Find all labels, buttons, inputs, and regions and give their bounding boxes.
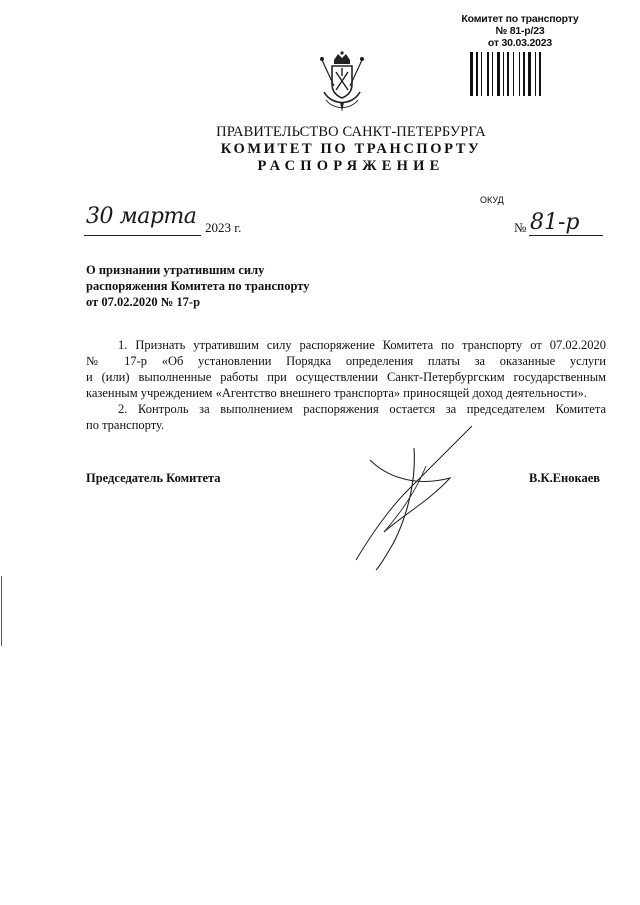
coat-of-arms-emblem bbox=[312, 50, 372, 116]
barcode-bar bbox=[470, 52, 473, 96]
barcode-bar bbox=[487, 52, 489, 96]
handwritten-date: 30 марта bbox=[86, 204, 197, 229]
subject-line: распоряжения Комитета по транспорту bbox=[86, 279, 310, 293]
barcode-bar bbox=[535, 52, 536, 96]
scan-edge-mark bbox=[1, 576, 2, 646]
paragraph-line: № 17-р «Об установлении Порядка определения платы за оказанные услуги bbox=[86, 354, 606, 368]
barcode-bar bbox=[507, 52, 509, 96]
stamp-reg-date: от 30.03.2023 bbox=[487, 37, 553, 49]
number-underline bbox=[529, 235, 603, 236]
paragraph-line: 2. Контроль за выполнением распоряжения остается за председателем Комитета bbox=[118, 402, 606, 416]
subject-line: от 07.02.2020 № 17-р bbox=[86, 295, 201, 309]
paragraph-line: 1. Признать утратившим силу распоряжение Комитета по транспорту от 07.02.2020 bbox=[118, 338, 606, 352]
signatory-title: Председатель Комитета bbox=[86, 471, 221, 485]
paragraph-line: по транспорту. bbox=[86, 418, 165, 432]
handwritten-number: 81-р bbox=[530, 210, 580, 235]
paragraph-line: казенным учреждением «Агентство внешнего транспорта» приносящей доход деятельности». bbox=[86, 386, 587, 400]
date-underline bbox=[84, 235, 201, 236]
date-year: 2023 г. bbox=[205, 220, 242, 235]
subject-line: О признании утратившим силу bbox=[86, 263, 265, 277]
signatory-name: В.К.Енокаев bbox=[529, 471, 601, 485]
stamp-org: Комитет по транспорту bbox=[461, 13, 579, 25]
number-sign: № bbox=[514, 220, 527, 235]
barcode-bar bbox=[481, 52, 482, 96]
barcode-bar bbox=[492, 52, 493, 96]
paragraph-line: и (или) выполненные работы при осуществлении Санкт-Петербургским государственным bbox=[86, 370, 606, 384]
barcode-bar bbox=[513, 52, 514, 96]
barcode bbox=[470, 52, 570, 96]
government-heading: ПРАВИТЕЛЬСТВО САНКТ-ПЕТЕРБУРГА bbox=[216, 124, 486, 140]
barcode-bar bbox=[528, 52, 531, 96]
handwritten-signature bbox=[350, 420, 480, 575]
barcode-bar bbox=[497, 52, 500, 96]
document-subject bbox=[86, 262, 346, 310]
paragraph-1 bbox=[86, 337, 606, 401]
barcode-bar bbox=[476, 52, 478, 96]
barcode-bar bbox=[523, 52, 525, 96]
document-type-heading: РАСПОРЯЖЕНИЕ bbox=[257, 158, 445, 174]
barcode-bar bbox=[503, 52, 504, 96]
barcode-bar bbox=[539, 52, 541, 96]
paragraph-2 bbox=[86, 401, 606, 433]
stamp-reg-number: № 81-р/23 bbox=[495, 25, 545, 37]
barcode-bar bbox=[519, 52, 520, 96]
document-body bbox=[86, 337, 606, 433]
okud-label: ОКУД bbox=[480, 195, 504, 205]
committee-heading: КОМИТЕТ ПО ТРАНСПОРТУ bbox=[220, 141, 482, 157]
